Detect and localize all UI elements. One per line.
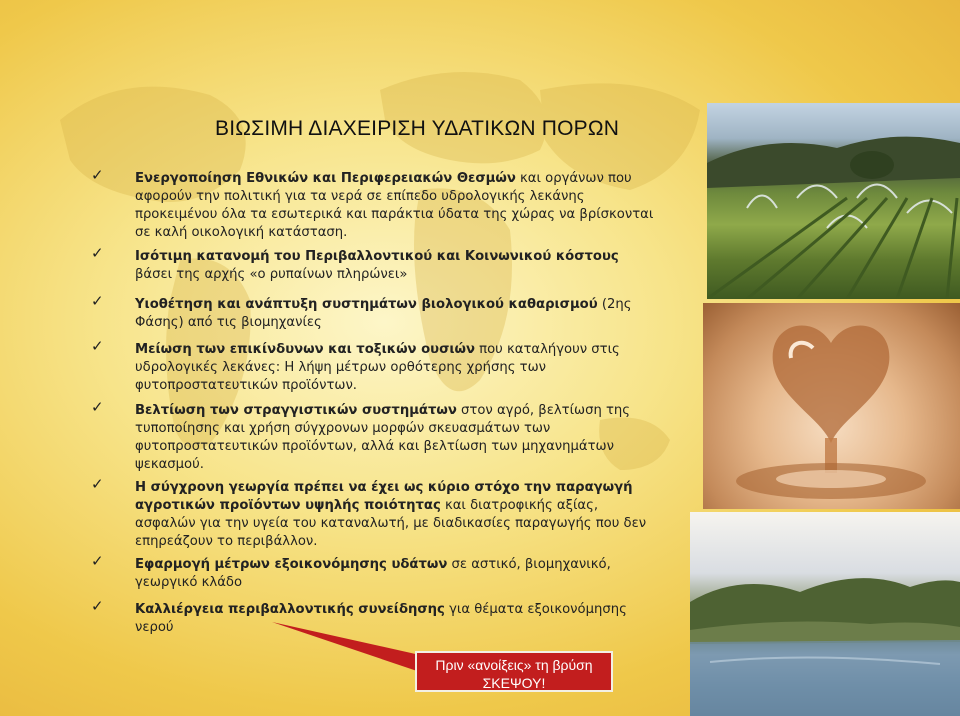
checkmark-icon: ✓ xyxy=(91,337,104,355)
bullet-bold: Υιοθέτηση και ανάπτυξη συστημάτων βιολογικού καθαρισμού xyxy=(135,297,598,312)
bullet-text: και διατροφικής αξίας, ασφαλών για την υγεία του καταναλωτή, με διαδικασίες παραγωγής που δεν επηρεάζουν το περιβάλλον. xyxy=(135,498,647,549)
callout-line-1: Πριν «ανοίξεις» τη βρύση xyxy=(435,657,593,673)
bullet-text: βάσει της αρχής «ο ρυπαίνων πληρώνει» xyxy=(135,267,408,282)
checkmark-icon: ✓ xyxy=(91,597,104,615)
checkmark-icon: ✓ xyxy=(91,292,104,310)
bullet-item xyxy=(135,402,655,474)
checkmark-icon: ✓ xyxy=(91,166,104,184)
bullet-bold: Ενεργοποίηση Εθνικών και Περιφερειακών Θεσμών xyxy=(135,171,516,186)
bullet-item xyxy=(135,296,655,332)
checkmark-icon: ✓ xyxy=(91,398,104,416)
bullet-item xyxy=(135,341,655,395)
bullet-item xyxy=(135,601,655,637)
bullet-text: σε αστικό, βιομηχανικό, γεωργικό κλάδο xyxy=(135,557,611,590)
bullet-text: στον αγρό, βελτίωση της τυποποίησης και χρήση σύγχρονων μορφών σκευασμάτων των φυτοπροστατευτικών προϊόντων, αλλά και βελτίωση των μηχανημάτων ψεκασμού. xyxy=(135,403,631,472)
checkmark-icon: ✓ xyxy=(91,552,104,570)
irrigation-field-photo xyxy=(707,103,960,299)
water-heart-photo xyxy=(703,303,960,509)
callout-box xyxy=(415,651,613,692)
bullet-bold: Βελτίωση των στραγγιστικών συστημάτων xyxy=(135,403,457,418)
checkmark-icon: ✓ xyxy=(91,475,104,493)
bullet-bold: Καλλιέργεια περιβαλλοντικής συνείδησης xyxy=(135,602,445,617)
bullet-text: για θέματα εξοικονόμησης νερού xyxy=(135,602,627,635)
checkmark-icon: ✓ xyxy=(91,244,104,262)
bullet-text: και οργάνων που αφορούν την πολιτική για τα νερά σε επίπεδο υδρολογικής λεκάνης προκειμένου όλα τα εσωτερικά και παράκτια ύδατα της χώρας να βρίσκονται σε καλή οικολογική κατάσταση. xyxy=(135,171,654,240)
bullet-item xyxy=(135,248,655,284)
slide-title: ΒΙΩΣΙΜΗ ΔΙΑΧΕΙΡΙΣΗ ΥΔΑΤΙΚΩΝ ΠΟΡΩΝ xyxy=(215,117,620,140)
bullet-bold: Ισότιμη κατανομή του Περιβαλλοντικού και Κοινωνικού κόστους xyxy=(135,249,619,264)
lake-landscape-photo xyxy=(690,512,960,716)
bullet-item xyxy=(135,556,655,592)
bullet-bold: Η σύγχρονη γεωργία πρέπει να έχει ως κύριο στόχο την παραγωγή αγροτικών προϊόντων υψηλής ποιότητας xyxy=(135,480,633,513)
bullet-bold: Μείωση των επικίνδυνων και τοξικών ουσιών xyxy=(135,342,475,357)
bullet-item xyxy=(135,479,655,551)
callout-line-2: ΣΚΕΨΟΥ! xyxy=(482,675,546,691)
bullet-bold: Εφαρμογή μέτρων εξοικονόμησης υδάτων xyxy=(135,557,448,572)
bullet-text: που καταλήγουν στις υδρολογικές λεκάνες: Η λήψη μέτρων ορθότερης χρήσης των φυτοπροστατευτικών προϊόντων. xyxy=(135,342,620,393)
bullet-text: (2ης Φάσης) από τις βιομηχανίες xyxy=(135,297,632,330)
bullet-item xyxy=(135,170,655,242)
